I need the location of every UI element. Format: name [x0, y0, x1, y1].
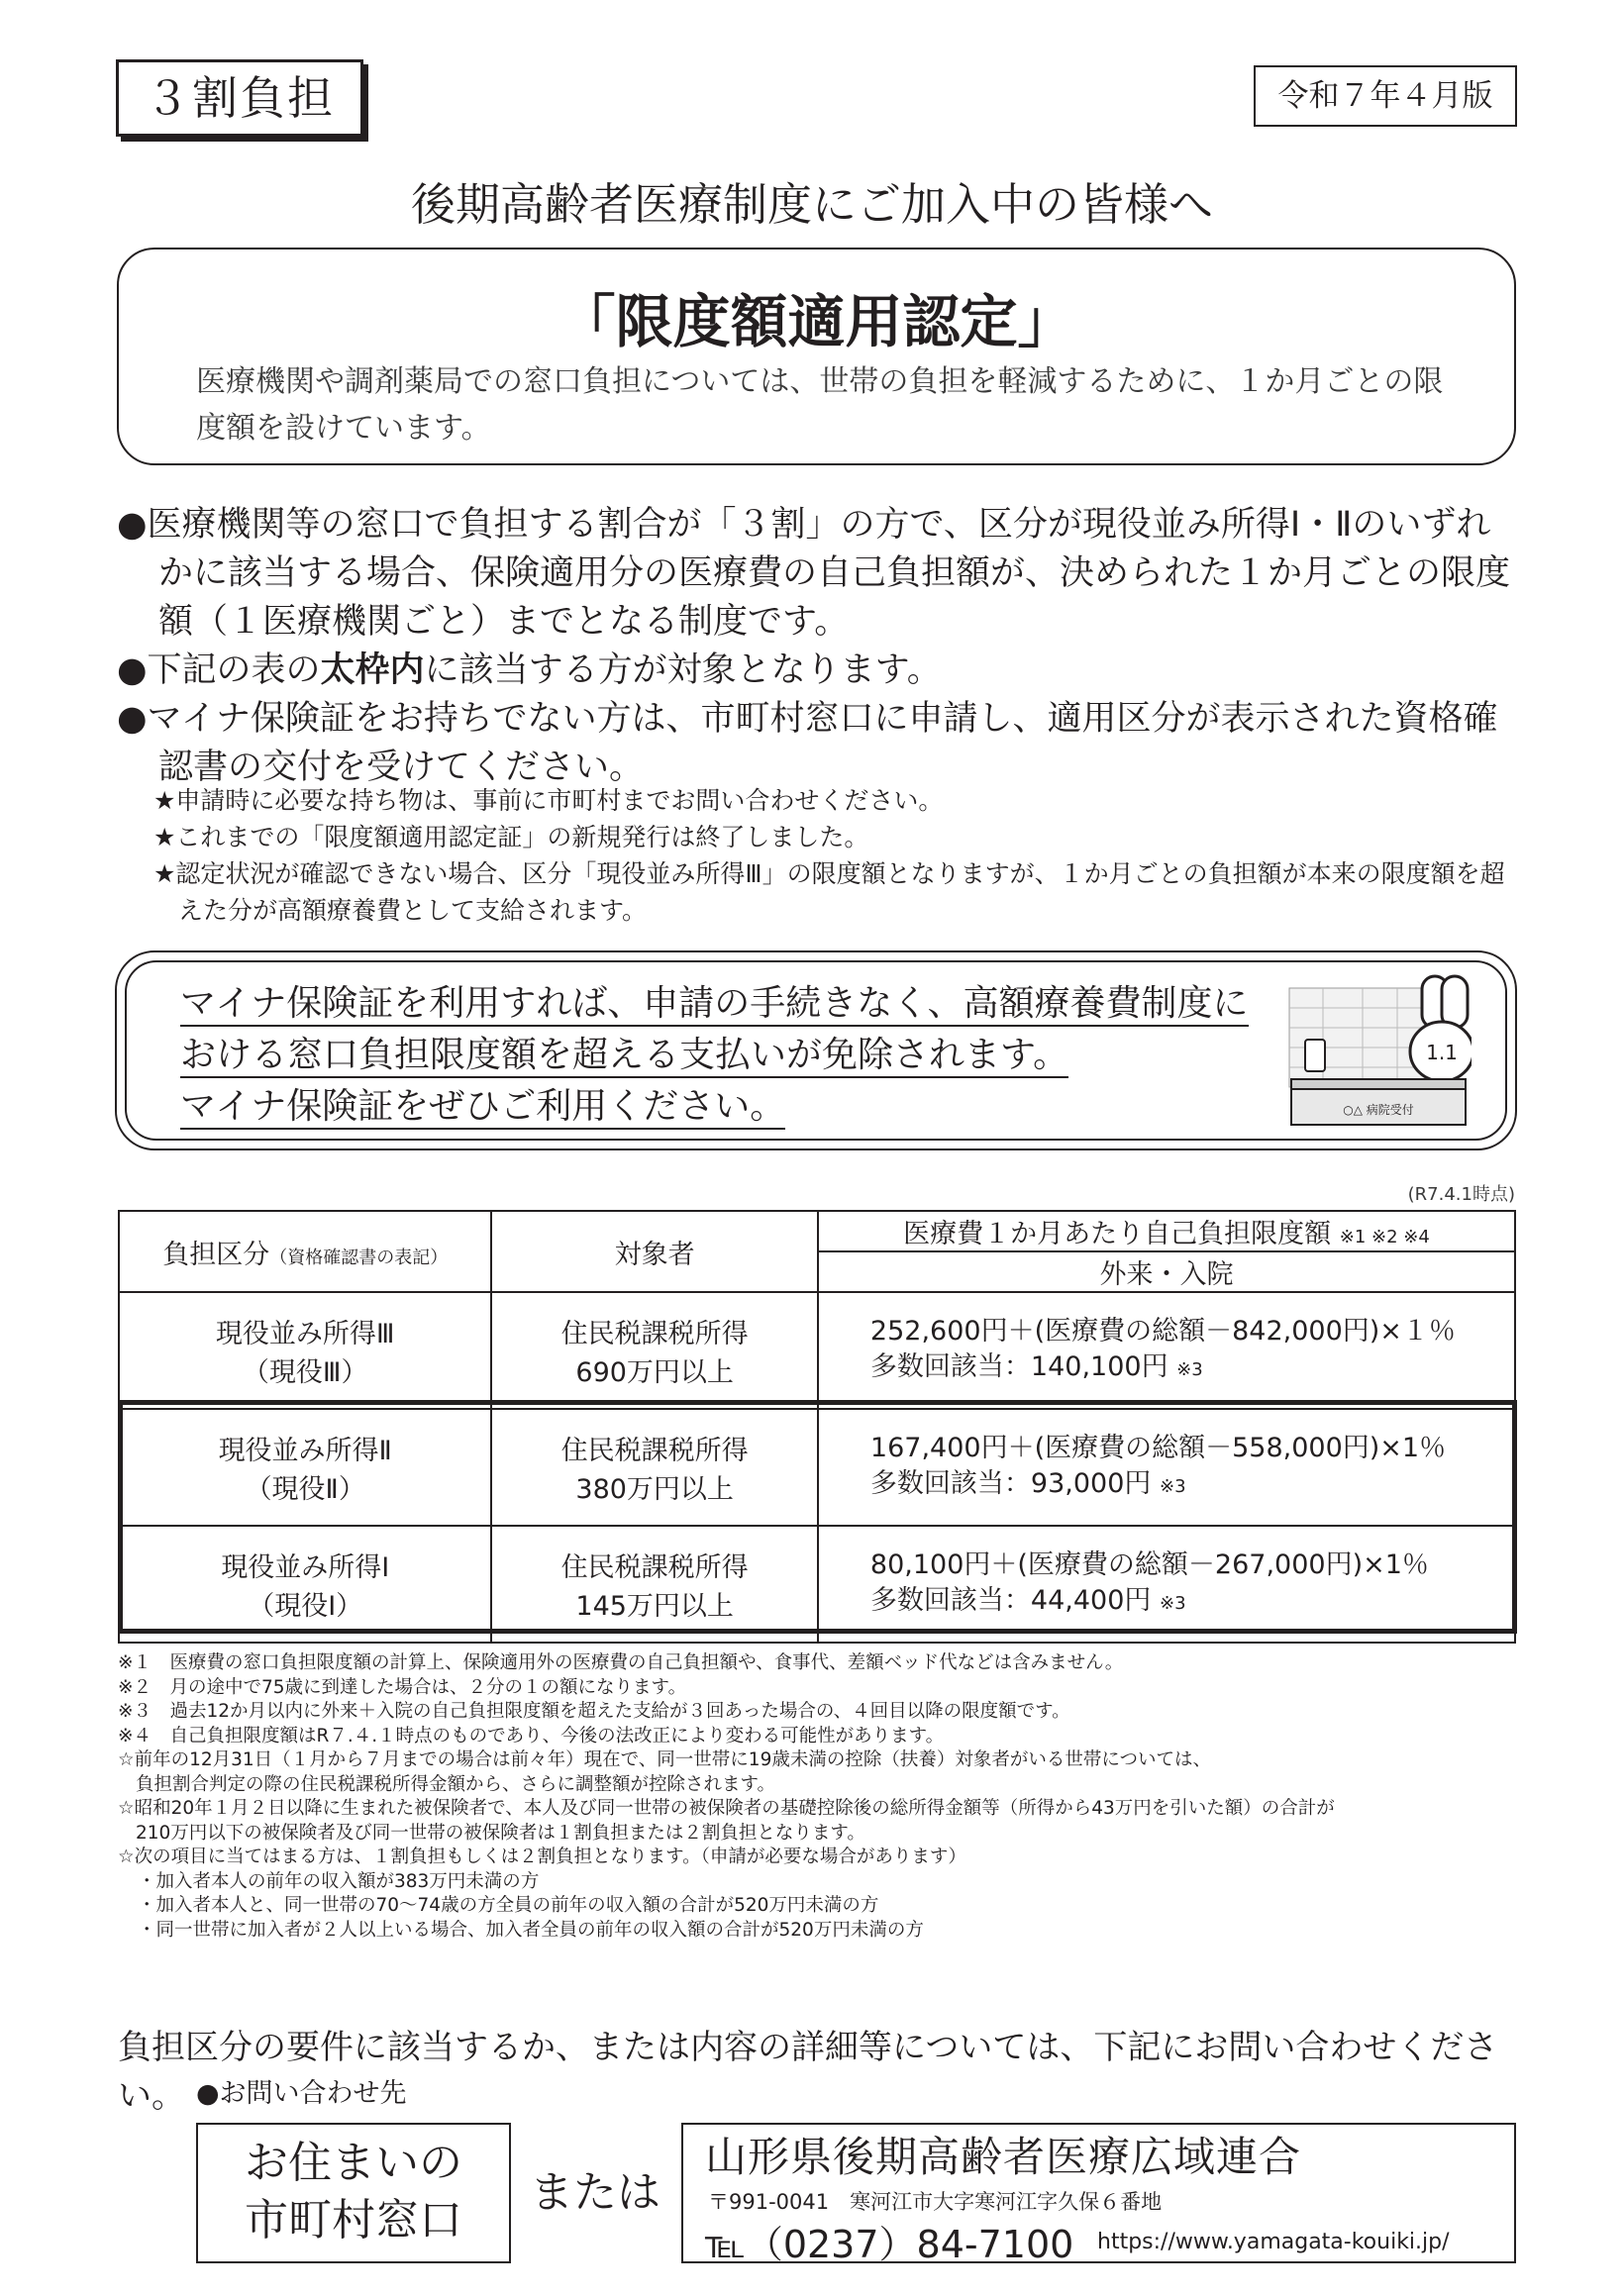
star-note: ★申請時に必要な持ち物は、事前に市町村までお問い合わせください。: [153, 786, 944, 815]
myna-line: おける窓口負担限度額を超える支払いが免除されます。: [180, 1035, 1068, 1078]
union-url[interactable]: https://www.yamagata-kouiki.jp/: [1097, 2230, 1450, 2254]
as-of-date: (R7.4.1時点): [1407, 1184, 1515, 1205]
myna-line: マイナ保険証を利用すれば、申請の手続きなく、高額療養費制度に: [180, 983, 1249, 1027]
footnote: ☆昭和20年１月２日以降に生まれた被保険者で、本人及び同一世帯の被保険者の基礎控除後の総所得金額等（所得から43万円を引いた額）の合計が: [118, 1798, 1335, 1819]
footnote: ※２ 月の途中で75歳に到達した場合は、２分の１の額になります。: [118, 1676, 687, 1698]
category-cell: 現役並み所得Ⅲ （現役Ⅲ）: [119, 1292, 491, 1409]
category-cell: 現役並み所得Ⅰ （現役Ⅰ）: [119, 1526, 491, 1643]
target-cell: 住民税課税所得 690万円以上: [491, 1292, 818, 1409]
footnote: ※１ 医療費の窓口負担限度額の計算上、保険適用外の医療費の自己負担額や、食事代、差額ベッド代などは含みません。: [118, 1652, 1124, 1673]
star-note: ★認定状況が確認できない場合、区分「現役並み所得Ⅲ」の限度額となりますが、１か月ごとの負担額が本来の限度額を超えた分が高額療養費として支給されます。: [153, 859, 1505, 925]
footnote: ※３ 過去12か月以内に外来＋入院の自己負担限度額を超えた支給が３回あった場合の、４回目以降の限度額です。: [118, 1701, 1070, 1722]
table-row: [119, 1526, 1515, 1643]
footnote: ※４ 自己負担限度額はR７.４.１時点のものであり、今後の法改正により変わる可能性があります。: [118, 1725, 945, 1747]
star-note: ★これまでの「限度額適用認定証」の新規発行は終了しました。: [153, 823, 869, 851]
limit-table: [118, 1210, 1516, 1644]
contact-heading: ●お問い合わせ先: [196, 2078, 407, 2109]
table-row: [119, 1409, 1515, 1526]
target-cell: 住民税課税所得 380万円以上: [491, 1409, 818, 1526]
union-name: 山形県後期高齢者医療広域連合: [705, 2133, 1302, 2181]
union-address: 〒991-0041 寒河江市大字寒河江字久保６番地: [708, 2190, 1163, 2214]
footnote: ・加入者本人と、同一世帯の70～74歳の方全員の前年の収入額の合計が520万円未満の方: [138, 1895, 879, 1916]
footnotes: [118, 1651, 1524, 1943]
intro-text: 医療機関や調剤薬局での窓口負担については、世帯の負担を軽減するために、１か月ごとの限度額を設けています。: [196, 364, 1444, 446]
footnote: ☆次の項目に当てはまる方は、１割負担もしくは２割負担となります。（申請が必要な場合があります）: [118, 1847, 966, 1867]
bullet-item: ●下記の表の太枠内に該当する方が対象となります。: [117, 650, 942, 690]
greeting-heading: 後期高齢者医療制度にご加入中の皆様へ: [410, 178, 1213, 231]
myna-line: マイナ保険証をぜひご利用ください。: [180, 1086, 785, 1130]
svg-text:1.1: 1.1: [1426, 1041, 1458, 1064]
bold-emphasis: 太枠内: [320, 650, 425, 690]
burden-badge: ３割負担: [116, 59, 363, 137]
edition-label: 令和７年４月版: [1254, 65, 1517, 127]
footnote: 210万円以下の被保険者及び同一世帯の被保険者は１割負担または２割負担となります。: [136, 1822, 865, 1844]
footnote: 負担割合判定の際の住民税課税所得金額から、さらに調整額が控除されます。: [136, 1773, 776, 1795]
local-office-box: お住まいの 市町村窓口: [196, 2123, 511, 2263]
footnote: ☆前年の12月31日（１月から７月までの場合は前々年）現在で、同一世帯に19歳未満の控除（扶養）対象者がいる世帯については、: [118, 1749, 1211, 1770]
union-phone[interactable]: ℡（0237）84-7100: [705, 2223, 1074, 2266]
header-target: 対象者: [491, 1211, 818, 1292]
header-limit: 医療費１か月あたり自己負担限度額 ※1 ※2 ※4: [818, 1211, 1515, 1251]
star-notes: [153, 782, 1520, 929]
footnote: ・加入者本人の前年の収入額が383万円未満の方: [138, 1870, 540, 1892]
reception-rabbit-illustration: [1283, 970, 1472, 1131]
bullet-list: [117, 501, 1523, 792]
illustration-sign-text: ○△ 病院受付: [1343, 1103, 1414, 1117]
bullet-item: ●医療機関等の窓口で負担する割合が「３割」の方で、区分が現役並み所得Ⅰ・Ⅱのいずれかに該当する場合、保険適用分の医療費の自己負担額が、決められた１か月ごとの限度額（１医療機関ごと）までとなる制度です。: [117, 505, 1511, 642]
limit-cell: 167,400円＋(医療費の総額－558,000円)×1％ 多数回該当：93,000円 ※3: [818, 1409, 1515, 1526]
header-category: 負担区分（資格確認書の表記）: [119, 1211, 491, 1292]
limit-cell: 252,600円＋(医療費の総額－842,000円)×１％ 多数回該当：140,100円 ※3: [818, 1292, 1515, 1409]
contact-lead: 負担区分の要件に該当するか、または内容の詳細等については、下記にお問い合わせください。: [118, 2028, 1498, 2116]
footnote: ・同一世帯に加入者が２人以上いる場合、加入者全員の前年の収入額の合計が520万円未満の方: [138, 1919, 924, 1941]
myna-message: [180, 980, 1260, 1135]
page-title: 「限度額適用認定」: [558, 288, 1075, 355]
bullet-item: ●マイナ保険証をお持ちでない方は、市町村窓口に申請し、適用区分が表示された資格確認書の交付を受けてください。: [117, 699, 1498, 787]
category-cell: 現役並み所得Ⅱ （現役Ⅱ）: [119, 1409, 491, 1526]
target-cell: 住民税課税所得 145万円以上: [491, 1526, 818, 1643]
header-sub: 外来・入院: [818, 1251, 1515, 1292]
table-row: [119, 1292, 1515, 1409]
or-text: または: [530, 2167, 660, 2218]
limit-cell: 80,100円＋(医療費の総額－267,000円)×1％ 多数回該当：44,400円 ※3: [818, 1526, 1515, 1643]
